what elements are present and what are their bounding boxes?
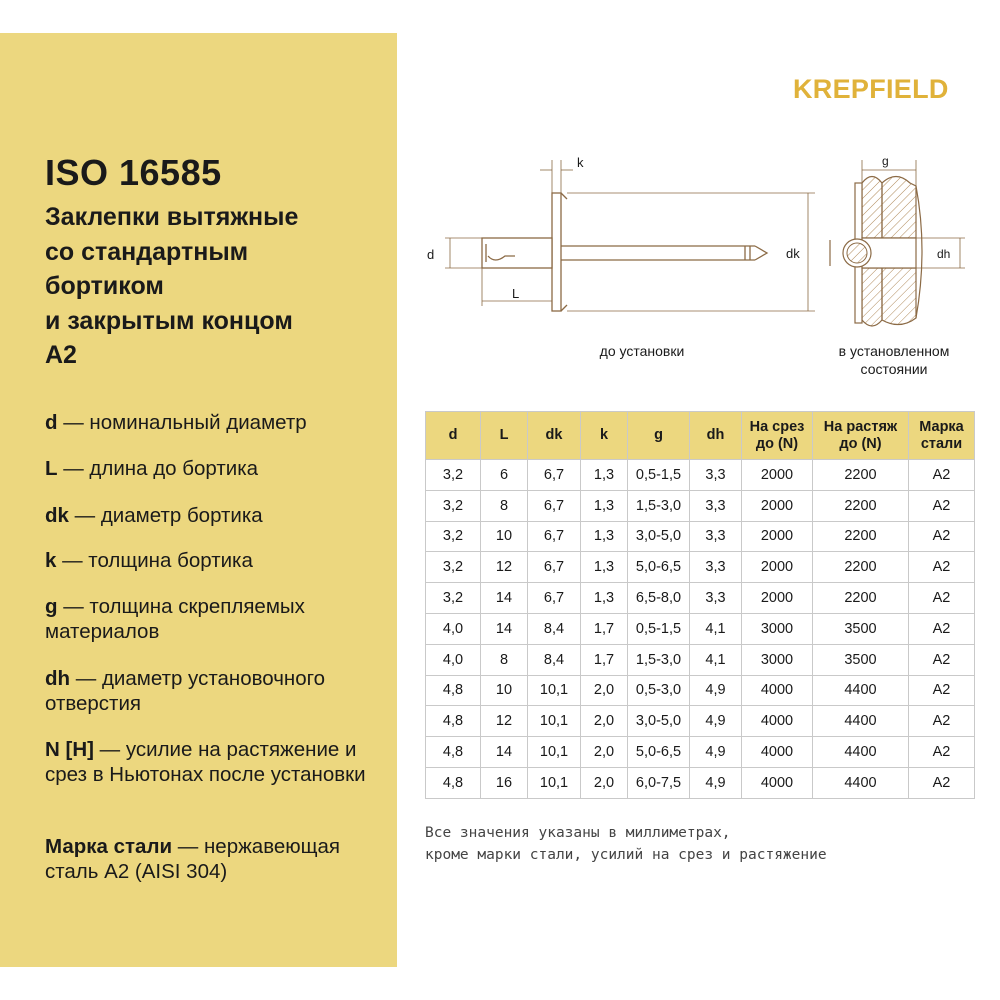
definition-term: L bbox=[45, 457, 58, 480]
table-cell: 2,0 bbox=[581, 706, 628, 737]
table-cell: 14 bbox=[481, 583, 528, 614]
table-cell: 2200 bbox=[813, 521, 909, 552]
definition-term: N [H] bbox=[45, 738, 94, 761]
standard-title: ISO 16585 bbox=[45, 152, 222, 193]
brand-logo: KREPFIELD bbox=[793, 74, 949, 104]
table-cell: A2 bbox=[909, 737, 975, 768]
table-cell: A2 bbox=[909, 613, 975, 644]
definition-desc: — длина до бортика bbox=[57, 457, 259, 480]
table-cell: 10,1 bbox=[528, 675, 581, 706]
definition-dk bbox=[45, 503, 390, 528]
table-row bbox=[426, 737, 975, 768]
table-cell: 10,1 bbox=[528, 737, 581, 768]
table-cell: 3,3 bbox=[690, 552, 742, 583]
definition-term: Марка стали bbox=[45, 835, 173, 858]
table-cell: 14 bbox=[481, 613, 528, 644]
table-cell: A2 bbox=[909, 644, 975, 675]
table-cell: 3000 bbox=[742, 613, 813, 644]
table-header bbox=[742, 412, 813, 460]
table-cell: 12 bbox=[481, 552, 528, 583]
table-row bbox=[426, 613, 975, 644]
definition-steel bbox=[45, 834, 390, 884]
table-cell: 3,3 bbox=[690, 583, 742, 614]
table-cell: 3,2 bbox=[426, 583, 481, 614]
table-cell: 1,5-3,0 bbox=[628, 644, 690, 675]
table-header-line: до (N) bbox=[755, 435, 799, 452]
definition-term: dk bbox=[45, 504, 69, 527]
table-header-line: g bbox=[654, 427, 663, 443]
table-cell: 1,3 bbox=[581, 552, 628, 583]
table-cell: A2 bbox=[909, 675, 975, 706]
table-cell: 4,1 bbox=[690, 644, 742, 675]
table-cell: 4,8 bbox=[426, 675, 481, 706]
table-header bbox=[528, 412, 581, 460]
table-row bbox=[426, 675, 975, 706]
table-cell: 10,1 bbox=[528, 706, 581, 737]
note-line: Все значения указаны в миллиметрах, bbox=[425, 825, 731, 841]
units-note bbox=[425, 822, 827, 866]
table-cell: 3,3 bbox=[690, 521, 742, 552]
table-cell: 1,3 bbox=[581, 521, 628, 552]
table-header-line: dh bbox=[706, 427, 725, 443]
table-cell: 2,0 bbox=[581, 737, 628, 768]
table-header-line: На срез bbox=[749, 418, 805, 435]
table-cell: 6,5-8,0 bbox=[628, 583, 690, 614]
definition-L bbox=[45, 456, 390, 481]
definition-desc: — нержавеющая сталь А2 (AISI 304) bbox=[45, 835, 341, 883]
title-line: А2 bbox=[45, 341, 77, 369]
table-cell: 4,9 bbox=[690, 675, 742, 706]
table-cell: 6,7 bbox=[528, 460, 581, 491]
table-cell: A2 bbox=[909, 767, 975, 798]
table-cell: 2200 bbox=[813, 583, 909, 614]
caption-installed bbox=[814, 342, 974, 378]
definition-desc: — усилие на растяжение и срез в Ньютонах после установки bbox=[45, 738, 366, 786]
title-line: и закрытым концом bbox=[45, 306, 293, 335]
table-cell: 10 bbox=[481, 521, 528, 552]
table-cell: 4000 bbox=[742, 706, 813, 737]
table-header bbox=[909, 412, 975, 460]
definition-desc: — толщина бортика bbox=[56, 549, 253, 572]
table-cell: 0,5-1,5 bbox=[628, 613, 690, 644]
table-cell: 2200 bbox=[813, 460, 909, 491]
label-k: k bbox=[577, 155, 584, 170]
table-cell: A2 bbox=[909, 521, 975, 552]
table-cell: 4,0 bbox=[426, 613, 481, 644]
table-cell: 3000 bbox=[742, 644, 813, 675]
table-cell: 4400 bbox=[813, 737, 909, 768]
table-cell: 0,5-1,5 bbox=[628, 460, 690, 491]
label-L: L bbox=[512, 286, 520, 301]
definition-desc: — номинальный диаметр bbox=[57, 411, 307, 434]
table-header-line: k bbox=[599, 427, 609, 443]
table-row bbox=[426, 460, 975, 491]
table-cell: 6,7 bbox=[528, 552, 581, 583]
table-cell: 4400 bbox=[813, 706, 909, 737]
label-d: d bbox=[427, 247, 435, 262]
table-cell: 4,8 bbox=[426, 767, 481, 798]
table-cell: 6,7 bbox=[528, 583, 581, 614]
note-line: кроме марки стали, усилий на срез и растяжение bbox=[425, 847, 827, 863]
table-cell: 4000 bbox=[742, 737, 813, 768]
caption-installed-line: в установленном bbox=[838, 343, 950, 359]
table-cell: 1,3 bbox=[581, 460, 628, 491]
table-cell: 14 bbox=[481, 737, 528, 768]
table-header-line: L bbox=[499, 427, 509, 443]
table-cell: 8 bbox=[481, 644, 528, 675]
table-cell: 6,7 bbox=[528, 521, 581, 552]
table-header bbox=[481, 412, 528, 460]
label-dk: dk bbox=[786, 246, 800, 261]
label-g: g bbox=[882, 154, 889, 168]
table-cell: 3,2 bbox=[426, 460, 481, 491]
label-dh: dh bbox=[937, 247, 951, 261]
caption-before: до установки bbox=[599, 343, 685, 359]
table-header-line: dk bbox=[545, 427, 563, 443]
table-cell: 3,0-5,0 bbox=[628, 706, 690, 737]
dimension-lines-before bbox=[445, 160, 815, 311]
table-cell: 6,7 bbox=[528, 490, 581, 521]
table-cell: 4,8 bbox=[426, 737, 481, 768]
table-row bbox=[426, 644, 975, 675]
table-cell: 2200 bbox=[813, 490, 909, 521]
definition-dh bbox=[45, 666, 390, 716]
table-cell: 3500 bbox=[813, 644, 909, 675]
table-cell: 2000 bbox=[742, 460, 813, 491]
table-cell: 1,3 bbox=[581, 583, 628, 614]
table-row bbox=[426, 583, 975, 614]
table-cell: 2000 bbox=[742, 490, 813, 521]
table-cell: 4400 bbox=[813, 767, 909, 798]
table-cell: A2 bbox=[909, 460, 975, 491]
table-cell: 1,5-3,0 bbox=[628, 490, 690, 521]
title-line: бортиком bbox=[45, 272, 164, 300]
table-cell: 2000 bbox=[742, 552, 813, 583]
table-cell: 2200 bbox=[813, 552, 909, 583]
table-header-line: стали bbox=[920, 435, 963, 452]
table-row bbox=[426, 706, 975, 737]
definition-term: g bbox=[45, 595, 58, 618]
table-cell: 2,0 bbox=[581, 675, 628, 706]
table-cell: 10,1 bbox=[528, 767, 581, 798]
table-header bbox=[426, 412, 481, 460]
table-header-line: до (N) bbox=[839, 435, 882, 452]
table-cell: 5,0-6,5 bbox=[628, 737, 690, 768]
table-cell: 3,0-5,0 bbox=[628, 521, 690, 552]
table-cell: 8,4 bbox=[528, 613, 581, 644]
table-cell: 2000 bbox=[742, 583, 813, 614]
title-line: со стандартным bbox=[45, 237, 249, 266]
definition-term: dh bbox=[45, 667, 71, 690]
definition-term: k bbox=[45, 549, 57, 572]
table-cell: 4000 bbox=[742, 767, 813, 798]
table-cell: 4,9 bbox=[690, 706, 742, 737]
table-cell: 8,4 bbox=[528, 644, 581, 675]
table-header-line: На растяж bbox=[823, 418, 898, 435]
table-header-line: d bbox=[448, 427, 458, 443]
definition-term: d bbox=[45, 411, 58, 434]
definition-g bbox=[45, 594, 390, 644]
table-row bbox=[426, 552, 975, 583]
table-cell: 4000 bbox=[742, 675, 813, 706]
table-row bbox=[426, 521, 975, 552]
table-cell: 2,0 bbox=[581, 767, 628, 798]
table-cell: 3,2 bbox=[426, 521, 481, 552]
table-row bbox=[426, 490, 975, 521]
table-cell: 3,2 bbox=[426, 552, 481, 583]
title-line: Заклепки вытяжные bbox=[45, 203, 299, 231]
table-cell: A2 bbox=[909, 706, 975, 737]
definition-k bbox=[45, 548, 390, 573]
table-cell: 1,7 bbox=[581, 644, 628, 675]
table-cell: 8 bbox=[481, 490, 528, 521]
table-cell: 6,0-7,5 bbox=[628, 767, 690, 798]
table-cell: 10 bbox=[481, 675, 528, 706]
table-row bbox=[426, 767, 975, 798]
rivet-installed-drawing bbox=[830, 177, 922, 327]
table-header bbox=[690, 412, 742, 460]
spec-table bbox=[425, 411, 975, 799]
definition-N bbox=[45, 737, 390, 787]
table-header-line: Марка bbox=[919, 418, 964, 435]
table-cell: 1,7 bbox=[581, 613, 628, 644]
definition-desc: — толщина скрепляемых материалов bbox=[45, 595, 305, 643]
table-cell: 4,0 bbox=[426, 644, 481, 675]
table-cell: 5,0-6,5 bbox=[628, 552, 690, 583]
table-cell: A2 bbox=[909, 583, 975, 614]
caption-installed-line: состоянии bbox=[860, 361, 928, 377]
table-cell: A2 bbox=[909, 552, 975, 583]
table-cell: 3500 bbox=[813, 613, 909, 644]
table-cell: 3,2 bbox=[426, 490, 481, 521]
table-cell: 3,3 bbox=[690, 490, 742, 521]
definition-desc: — диаметр установочного отверстия bbox=[45, 667, 326, 715]
rivet-before-drawing bbox=[482, 193, 767, 311]
table-cell: 4,8 bbox=[426, 706, 481, 737]
table-cell: 12 bbox=[481, 706, 528, 737]
table-cell: 6 bbox=[481, 460, 528, 491]
table-cell: 4400 bbox=[813, 675, 909, 706]
table-header bbox=[813, 412, 909, 460]
table-header bbox=[581, 412, 628, 460]
table-cell: 4,9 bbox=[690, 737, 742, 768]
table-cell: 3,3 bbox=[690, 460, 742, 491]
rivet-diagram bbox=[0, 0, 1000, 400]
table-cell: A2 bbox=[909, 490, 975, 521]
table-cell: 4,1 bbox=[690, 613, 742, 644]
table-cell: 2000 bbox=[742, 521, 813, 552]
table-header bbox=[628, 412, 690, 460]
table-cell: 1,3 bbox=[581, 490, 628, 521]
definition-d bbox=[45, 410, 390, 435]
table-cell: 0,5-3,0 bbox=[628, 675, 690, 706]
table-cell: 4,9 bbox=[690, 767, 742, 798]
definition-desc: — диаметр бортика bbox=[68, 504, 263, 527]
table-cell: 16 bbox=[481, 767, 528, 798]
